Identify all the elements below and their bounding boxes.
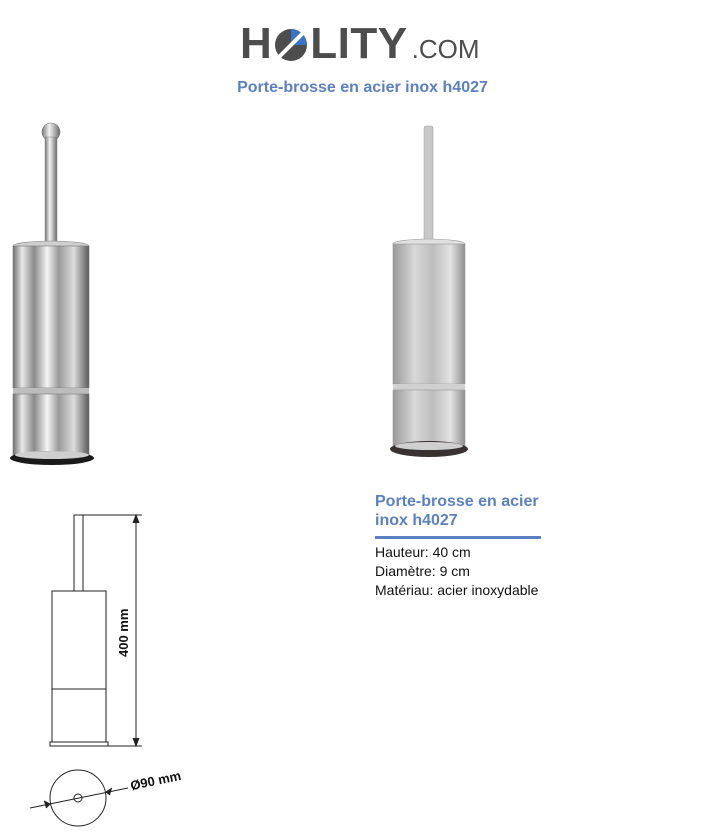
spec-height: Hauteur: 40 cm (375, 544, 471, 560)
logo-letters-lity: LITY (310, 19, 408, 68)
title-divider (375, 536, 541, 539)
site-logo[interactable] (240, 19, 480, 68)
page-title: Porte-brosse en acier inox h4027 (237, 79, 488, 96)
dimension-drawing (20, 505, 210, 835)
spec-list (375, 543, 550, 600)
logo-domain: .COM (411, 34, 480, 64)
height-dimension-label: 400 mm (116, 608, 131, 657)
spec-diameter: Diamètre: 9 cm (375, 563, 470, 579)
logo-o-icon (273, 24, 309, 64)
logo-letter-h: H (240, 19, 273, 68)
spec-material: Matériau: acier inoxydable (375, 582, 539, 598)
diameter-dimension-label: Ø90 mm (129, 767, 183, 794)
product-photo-chrome (6, 122, 98, 470)
technical-drawing (20, 505, 210, 835)
product-title: Porte-brosse en acier inox h4027 (375, 493, 539, 529)
product-info (375, 492, 550, 600)
product-photo-brushed (386, 124, 472, 462)
